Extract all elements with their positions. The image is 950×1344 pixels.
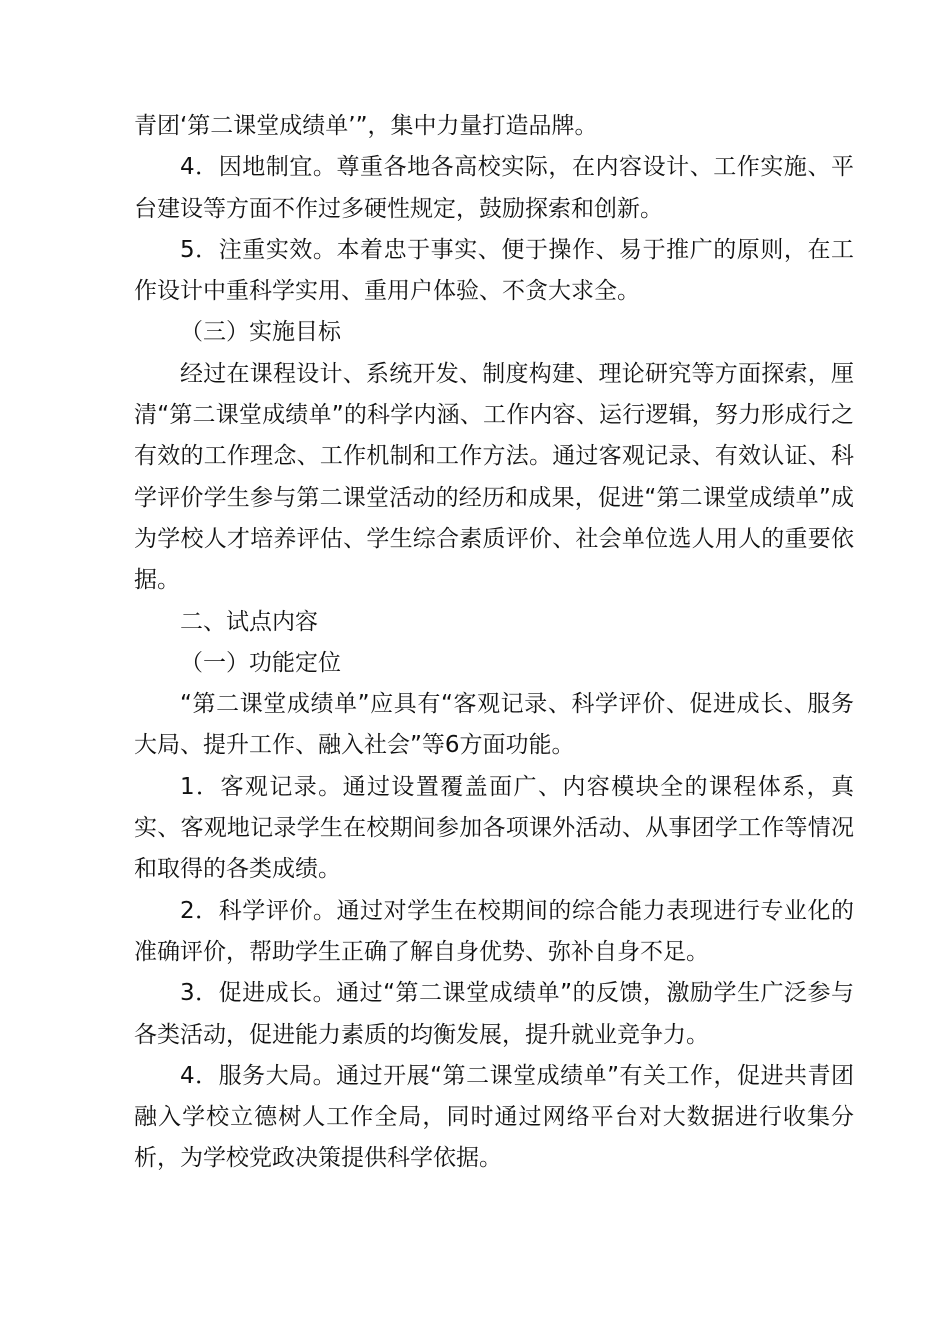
paragraph-item-1-objective-record: 1．客观记录。通过设置覆盖面广、内容模块全的课程体系，真实、客观地记录学生在校期间参加各项课外活动、从事团学工作等情况和取得的各类成绩。 xyxy=(134,773,854,883)
paragraph-item-3-promote-growth: 3．促进成长。通过“第二课堂成绩单”的反馈，激励学生广泛参与各类活动，促进能力素质的均衡发展，提升就业竞争力。 xyxy=(134,980,854,1048)
section-heading-function-positioning: （一）功能定位 xyxy=(180,649,341,676)
paragraph-function-overview: “第二课堂成绩单”应具有“客观记录、科学评价、促进成长、服务大局、提升工作、融入社会”等6方面功能。 xyxy=(134,691,854,759)
paragraph-continuation: 青团‘第二课堂成绩单’”，集中力量打造品牌。 xyxy=(134,113,598,139)
document-body xyxy=(134,106,854,1180)
paragraph-item-5-practical-results: 5．注重实效。本着忠于事实、便于操作、易于推广的原则，在工作设计中重科学实用、重用户体验、不贪大求全。 xyxy=(134,236,854,305)
paragraph-item-2-scientific-evaluation: 2．科学评价。通过对学生在校期间的综合能力表现进行专业化的准确评价，帮助学生正确了解自身优势、弥补自身不足。 xyxy=(134,897,854,965)
paragraph-item-4-adapt-locally: 4．因地制宜。尊重各地各高校实际，在内容设计、工作实施、平台建设等方面不作过多硬性规定，鼓励探索和创新。 xyxy=(134,154,854,222)
paragraph-implementation-goals: 经过在课程设计、系统开发、制度构建、理论研究等方面探索，厘清“第二课堂成绩单”的科学内涵、工作内容、运行逻辑，努力形成行之有效的工作理念、工作机制和工作方法。通过客观记录、有效认证、科学评价学生参与第二课堂活动的经历和成果，促进“第二课堂成绩单”成为学校人才培养评估、学生综合素质评价、社会单位选人用人的重要依据。 xyxy=(134,360,854,594)
section-heading-implementation-goals: （三）实施目标 xyxy=(180,319,341,346)
section-heading-pilot-content: 二、试点内容 xyxy=(180,608,318,635)
paragraph-item-4-serve-overall: 4．服务大局。通过开展“第二课堂成绩单”有关工作，促进共青团融入学校立德树人工作全局，同时通过网络平台对大数据进行收集分析，为学校党政决策提供科学依据。 xyxy=(134,1062,854,1172)
